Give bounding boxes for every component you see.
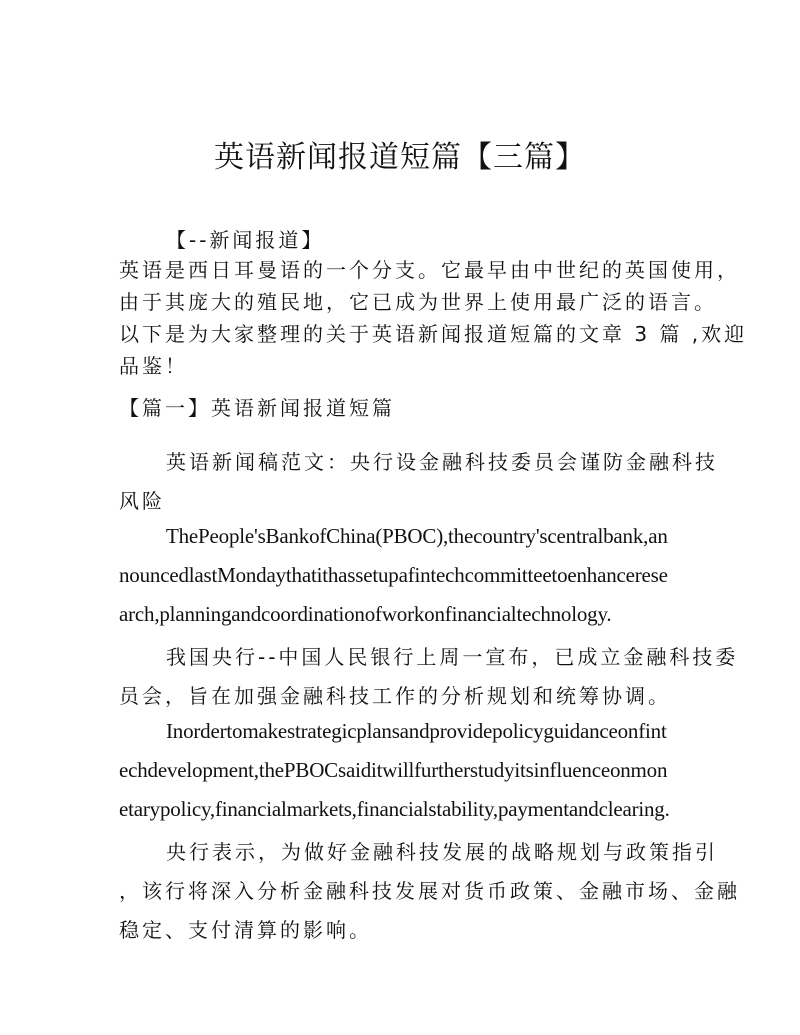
paragraph-en-line: echdevelopment,thePBOCsaiditwillfurtherstudyitsinfluenceonmon bbox=[119, 758, 668, 782]
paragraph-en-line: nouncedlastMondaythatithassetupafintechcommitteetoenhancerese bbox=[119, 563, 668, 587]
paragraph-zh-line: 员会，旨在加强金融科技工作的分析规划和统筹协调。 bbox=[119, 684, 671, 708]
article-title-line: 英语新闻稿范文：央行设金融科技委员会谨防金融科技 bbox=[166, 450, 718, 474]
article-title-line: 风险 bbox=[119, 489, 165, 513]
intro-line: 品鉴！ bbox=[119, 354, 188, 378]
paragraph-en-line: Inordertomakestrategicplansandprovidepolicyguidanceonfint bbox=[166, 719, 667, 743]
page-title: 英语新闻报道短篇【三篇】 bbox=[214, 140, 586, 175]
intro-line: 由于其庞大的殖民地，它已成为世界上使用最广泛的语言。 bbox=[119, 290, 717, 314]
part-heading: 【篇一】英语新闻报道短篇 bbox=[119, 396, 395, 420]
paragraph-zh-line: ，该行将深入分析金融科技发展对货币政策、金融市场、金融 bbox=[119, 879, 740, 903]
paragraph-zh-line: 央行表示，为做好金融科技发展的战略规划与政策指引 bbox=[166, 840, 718, 864]
paragraph-zh-line: 我国央行--中国人民银行上周一宣布，已成立金融科技委 bbox=[166, 645, 739, 669]
intro-line: 以下是为大家整理的关于英语新闻报道短篇的文章 3 篇 ,欢迎 bbox=[119, 322, 748, 346]
section-label: 【--新闻报道】 bbox=[166, 228, 325, 252]
paragraph-en-line: ThePeople'sBankofChina(PBOC),thecountry'scentralbank,an bbox=[166, 524, 668, 548]
paragraph-en-line: etarypolicy,financialmarkets,financialstability,paymentandclearing. bbox=[119, 797, 670, 821]
paragraph-en-line: arch,planningandcoordinationofworkonfinancialtechnology. bbox=[119, 602, 612, 626]
intro-line: 英语是西日耳曼语的一个分支。它最早由中世纪的英国使用， bbox=[119, 258, 740, 282]
paragraph-zh-line: 稳定、支付清算的影响。 bbox=[119, 918, 372, 942]
